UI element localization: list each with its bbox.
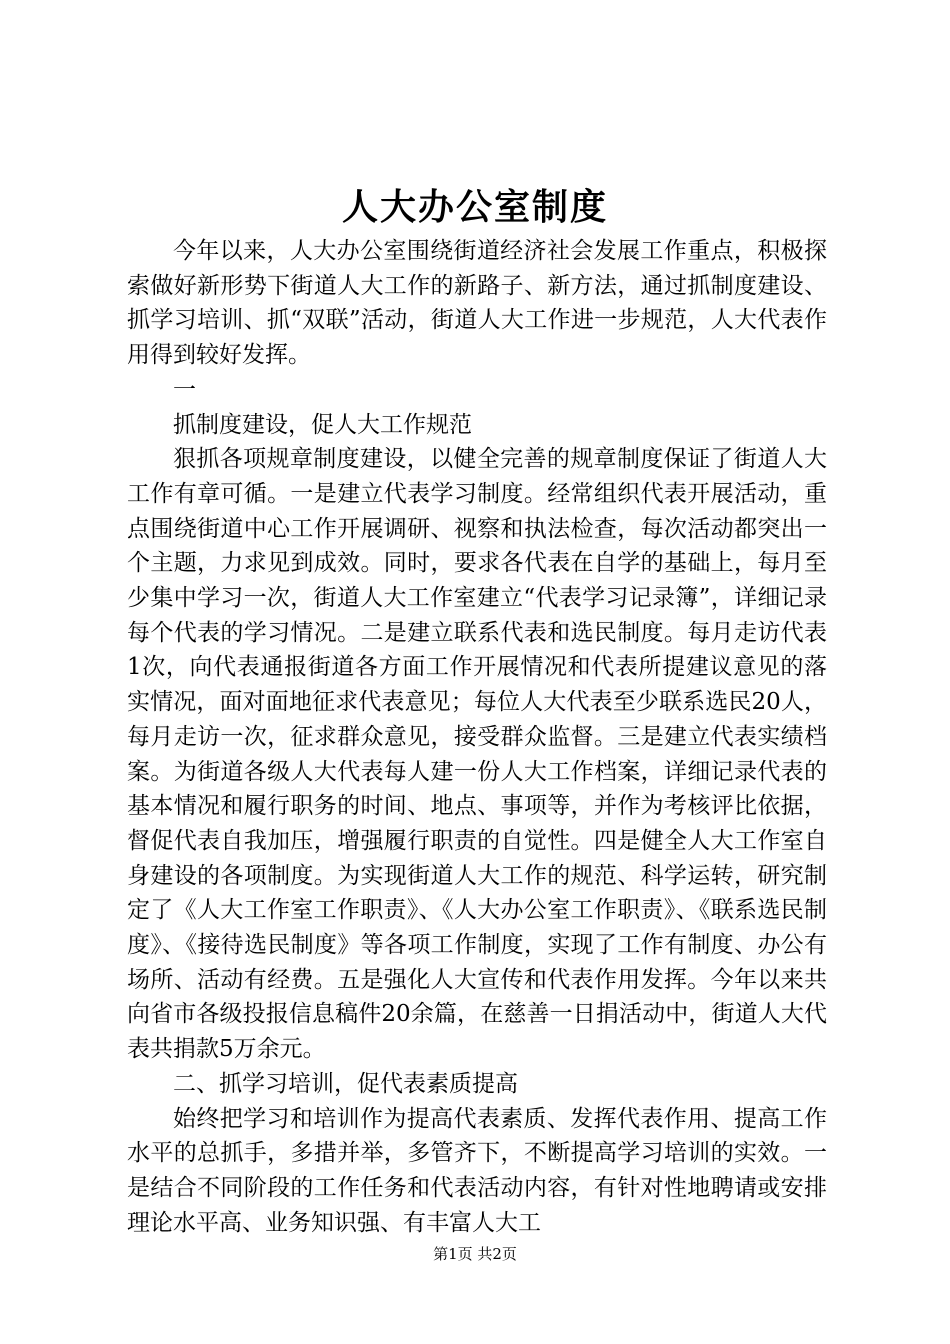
paragraph-section-1: 狠抓各项规章制度建设，以健全完善的规章制度保证了街道人大工作有章可循。一是建立代表学习制度。经常组织代表开展活动，重点围绕街道中心工作开展调研、视察和执法检查，每次活动都突出一个主题，力求见到成效。同时，要求各代表在自学的基础上，每月至少集中学习一次，街道人大工作室建立“代表学习记录簿”，详细记录每个代表的学习情况。二是建立联系代表和选民制度。每月走访代表1次，向代表通报街道各方面工作开展情况和代表所提建议意见的落实情况，面对面地征求代表意见；每位人大代表至少联系选民20人，每月走访一次，征求群众意见，接受群众监督。三是建立代表实绩档案。为街道各级人大代表每人建一份人大工作档案，详细记录代表的基本情况和履行职务的时间、地点、事项等，并作为考核评比依据，督促代表自我加压，增强履行职责的自觉性。四是健全人大工作室自身建设的各项制度。为实现街道人大工作的规范、科学运转，研究制定了《人大工作室工作职责》、《人大办公室工作职责》、《联系选民制度》、《接待选民制度》等各项工作制度，实现了工作有制度、办公有场所、活动有经费。五是强化人大宣传和代表作用发挥。今年以来共向省市各级投报信息稿件20余篇，在慈善一日捐活动中，街道人大代表共捐款5万余元。 — [127, 446, 827, 1063]
page-footer: 第1页 共2页 — [433, 1245, 517, 1263]
section-heading-2: 二、抓学习培训，促代表素质提高 — [173, 1070, 518, 1097]
section-number: 一 — [173, 376, 196, 403]
document-title: 人大办公室制度 — [341, 186, 608, 228]
paragraph-intro: 今年以来，人大办公室围绕街道经济社会发展工作重点，积极探索做好新形势下街道人大工作的新路子、新方法，通过抓制度建设、抓学习培训、抓“双联”活动，街道人大工作进一步规范，人大代表作用得到较好发挥。 — [127, 238, 827, 369]
section-heading-1: 抓制度建设，促人大工作规范 — [173, 411, 472, 438]
document-body — [127, 234, 827, 1240]
paragraph-section-2: 始终把学习和培训作为提高代表素质、发挥代表作用、提高工作水平的总抓手，多措并举，多管齐下，不断提高学习培训的实效。一是结合不同阶段的工作任务和代表活动内容，有针对性地聘请或安排理论水平高、业务知识强、有丰富人大工 — [127, 1105, 827, 1236]
